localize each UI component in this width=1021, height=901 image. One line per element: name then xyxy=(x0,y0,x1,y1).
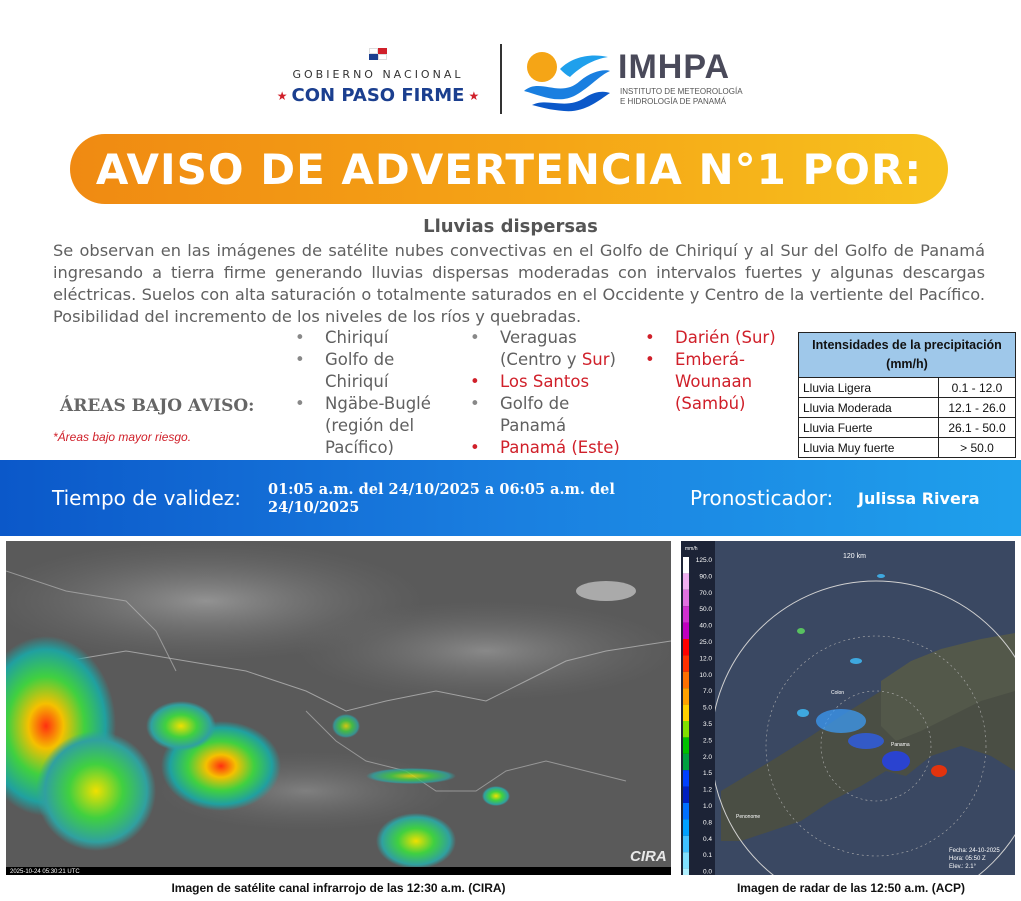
radar-scale-label: 3.5 xyxy=(702,721,712,728)
radar-scale-swatch xyxy=(683,787,689,803)
intensity-table-header: Intensidades de la precipitación (mm/h) xyxy=(799,333,1016,378)
org-subtitle-1: INSTITUTO DE METEOROLOGÍA xyxy=(620,87,743,96)
radar-scale-unit: mm/h xyxy=(685,546,698,552)
radar-scale-swatch xyxy=(683,639,689,655)
radar-scale-label: 0.0 xyxy=(702,868,712,875)
area-text-risk: Sur xyxy=(581,350,610,369)
gov-motto: CON PASO FIRME xyxy=(291,85,465,106)
radar-scale-label: 0.1 xyxy=(702,852,712,860)
warning-subtitle: Lluvias dispersas xyxy=(423,216,598,237)
table-row xyxy=(799,418,1016,438)
radar-image xyxy=(681,541,1015,875)
area-item-risk: • Darién (Sur) xyxy=(645,327,795,349)
radar-date: Fecha: 24-10-2025 xyxy=(949,848,1000,854)
government-logo xyxy=(268,48,488,116)
satellite-timestamp: 2025-10-24 05:30:21 UTC xyxy=(10,869,80,875)
areas-column-3 xyxy=(645,327,795,415)
radar-scale-swatch xyxy=(683,606,689,622)
radar-scale-label: 1.0 xyxy=(702,803,712,810)
radar-scale-swatch xyxy=(683,590,689,606)
satellite-caption: Imagen de satélite canal infrarrojo de las 12:30 a.m. (CIRA) xyxy=(171,881,506,895)
gov-line1: GOBIERNO NACIONAL xyxy=(292,68,464,81)
radar-scale-swatch xyxy=(683,819,689,835)
header-divider xyxy=(500,44,502,114)
radar-caption: Imagen de radar de las 12:50 a.m. (ACP) xyxy=(736,881,966,895)
intensity-label: Lluvia Fuerte xyxy=(799,418,939,438)
radar-scale-swatch xyxy=(683,623,689,639)
radar-scale-label: 70.0 xyxy=(699,589,712,597)
area-item-risk: • Los Santos xyxy=(470,371,640,393)
area-item: • Golfo de Chiriquí xyxy=(295,349,455,393)
forecaster-label: Pronosticador: xyxy=(690,486,834,510)
radar-scale-swatch xyxy=(683,688,689,704)
radar-scale-swatch xyxy=(683,852,689,868)
radar-scale-label: 2.0 xyxy=(702,753,712,761)
radar-elev: Elev.: 2.1° xyxy=(949,864,976,870)
radar-scale-label: 10.0 xyxy=(699,671,712,679)
radar-scale-label: 50.0 xyxy=(699,606,712,614)
area-item: • Chiriquí xyxy=(295,327,455,349)
radar-scale-swatch xyxy=(683,655,689,671)
radar-range: 120 km xyxy=(843,553,866,560)
intensity-label: Lluvia Muy fuerte xyxy=(799,438,939,458)
radar-scale-label: 40.0 xyxy=(699,622,712,630)
radar-scale-label: 90.0 xyxy=(699,573,712,581)
radar-scale-swatch xyxy=(683,836,689,852)
panama-flag-icon xyxy=(369,48,387,60)
radar-scale-swatch xyxy=(683,672,689,688)
radar-city-panama: Panama xyxy=(891,742,910,748)
star-icon: ★ xyxy=(468,89,480,103)
radar-scale-label: 0.4 xyxy=(702,835,712,843)
radar-scale-label: 1.2 xyxy=(702,786,712,794)
star-icon: ★ xyxy=(276,89,288,103)
radar-scale-swatch xyxy=(683,869,689,875)
radar-scale-label: 2.5 xyxy=(702,737,712,745)
radar-city-penonome: Penonome xyxy=(736,814,761,820)
radar-scale-label: 12.0 xyxy=(699,655,712,663)
table-row xyxy=(799,438,1016,458)
areas-column-1 xyxy=(295,327,455,459)
intensity-value: 26.1 - 50.0 xyxy=(939,418,1016,438)
radar-hour: Hora: 05:50 Z xyxy=(949,856,986,862)
satellite-image xyxy=(6,541,671,875)
warning-banner xyxy=(70,134,948,204)
org-name: IMHPA xyxy=(618,48,731,86)
validity-label: Tiempo de validez: xyxy=(52,486,242,510)
intensity-table xyxy=(798,332,1016,458)
banner-title: AVISO DE ADVERTENCIA N°1 POR: xyxy=(95,144,923,194)
radar-scale-swatch xyxy=(683,803,689,819)
warning-description: Se observan en las imágenes de satélite nubes convectivas en el Golfo de Chiriquí y al Sur del Golfo de Panamá ingresando a tierra firme generando lluvias dispersas moderadas con intervalos fuertes y algunas descargas eléctricas. Suelos con alta saturación o totalmente saturados en el Occidente y Centro de la vertiente del Pacífico. Posibilidad del incremento de los niveles de los ríos y quebradas. xyxy=(53,241,985,326)
org-subtitle-2: E HIDROLOGÍA DE PANAMÁ xyxy=(620,97,727,106)
areas-note: *Áreas bajo mayor riesgo. xyxy=(53,430,192,444)
radar-scale-swatch xyxy=(683,705,689,721)
area-item-risk: • Panamá (Este) xyxy=(470,437,640,459)
areas-label: ÁREAS BAJO AVISO: xyxy=(60,396,255,416)
validity-period: 01:05 a.m. del 24/10/2025 a 06:05 a.m. del 24/10/2025 xyxy=(268,481,615,516)
intensity-label: Lluvia Moderada xyxy=(799,398,939,418)
areas-column-2 xyxy=(470,327,640,459)
radar-scale-label: 125.0 xyxy=(695,557,712,564)
imhpa-logo-icon xyxy=(520,47,612,113)
intensity-value: > 50.0 xyxy=(939,438,1016,458)
radar-scale-swatch xyxy=(683,573,689,589)
cira-logo: CIRA xyxy=(630,848,667,865)
radar-scale-swatch xyxy=(683,557,689,573)
forecaster-name: Julissa Rivera xyxy=(858,489,980,508)
table-row xyxy=(799,398,1016,418)
area-item: • Ngäbe-Buglé (región del Pacífico) xyxy=(295,393,455,459)
radar-scale-label: 0.8 xyxy=(702,819,712,827)
area-item xyxy=(470,327,640,371)
gov-line2 xyxy=(268,85,488,106)
area-item: • Golfo de Panamá xyxy=(470,393,640,437)
intensity-value: 12.1 - 26.0 xyxy=(939,398,1016,418)
area-text: ) xyxy=(609,350,616,369)
radar-scale-label: 5.0 xyxy=(702,704,712,712)
intensity-label: Lluvia Ligera xyxy=(799,378,939,398)
table-row xyxy=(799,378,1016,398)
radar-city-colon: Colon xyxy=(831,690,845,696)
intensity-value: 0.1 - 12.0 xyxy=(939,378,1016,398)
area-item-risk: • Emberá-Wounaan (Sambú) xyxy=(645,349,795,415)
radar-scale-swatch xyxy=(683,754,689,770)
radar-scale-label: 25.0 xyxy=(699,639,712,646)
radar-scale-swatch xyxy=(683,721,689,737)
radar-scale-swatch xyxy=(683,737,689,753)
radar-scale-label: 7.0 xyxy=(702,688,712,696)
area-text: Veraguas (Centro y xyxy=(500,328,582,369)
radar-scale-swatch xyxy=(683,770,689,786)
radar-scale-label: 1.5 xyxy=(702,770,712,778)
